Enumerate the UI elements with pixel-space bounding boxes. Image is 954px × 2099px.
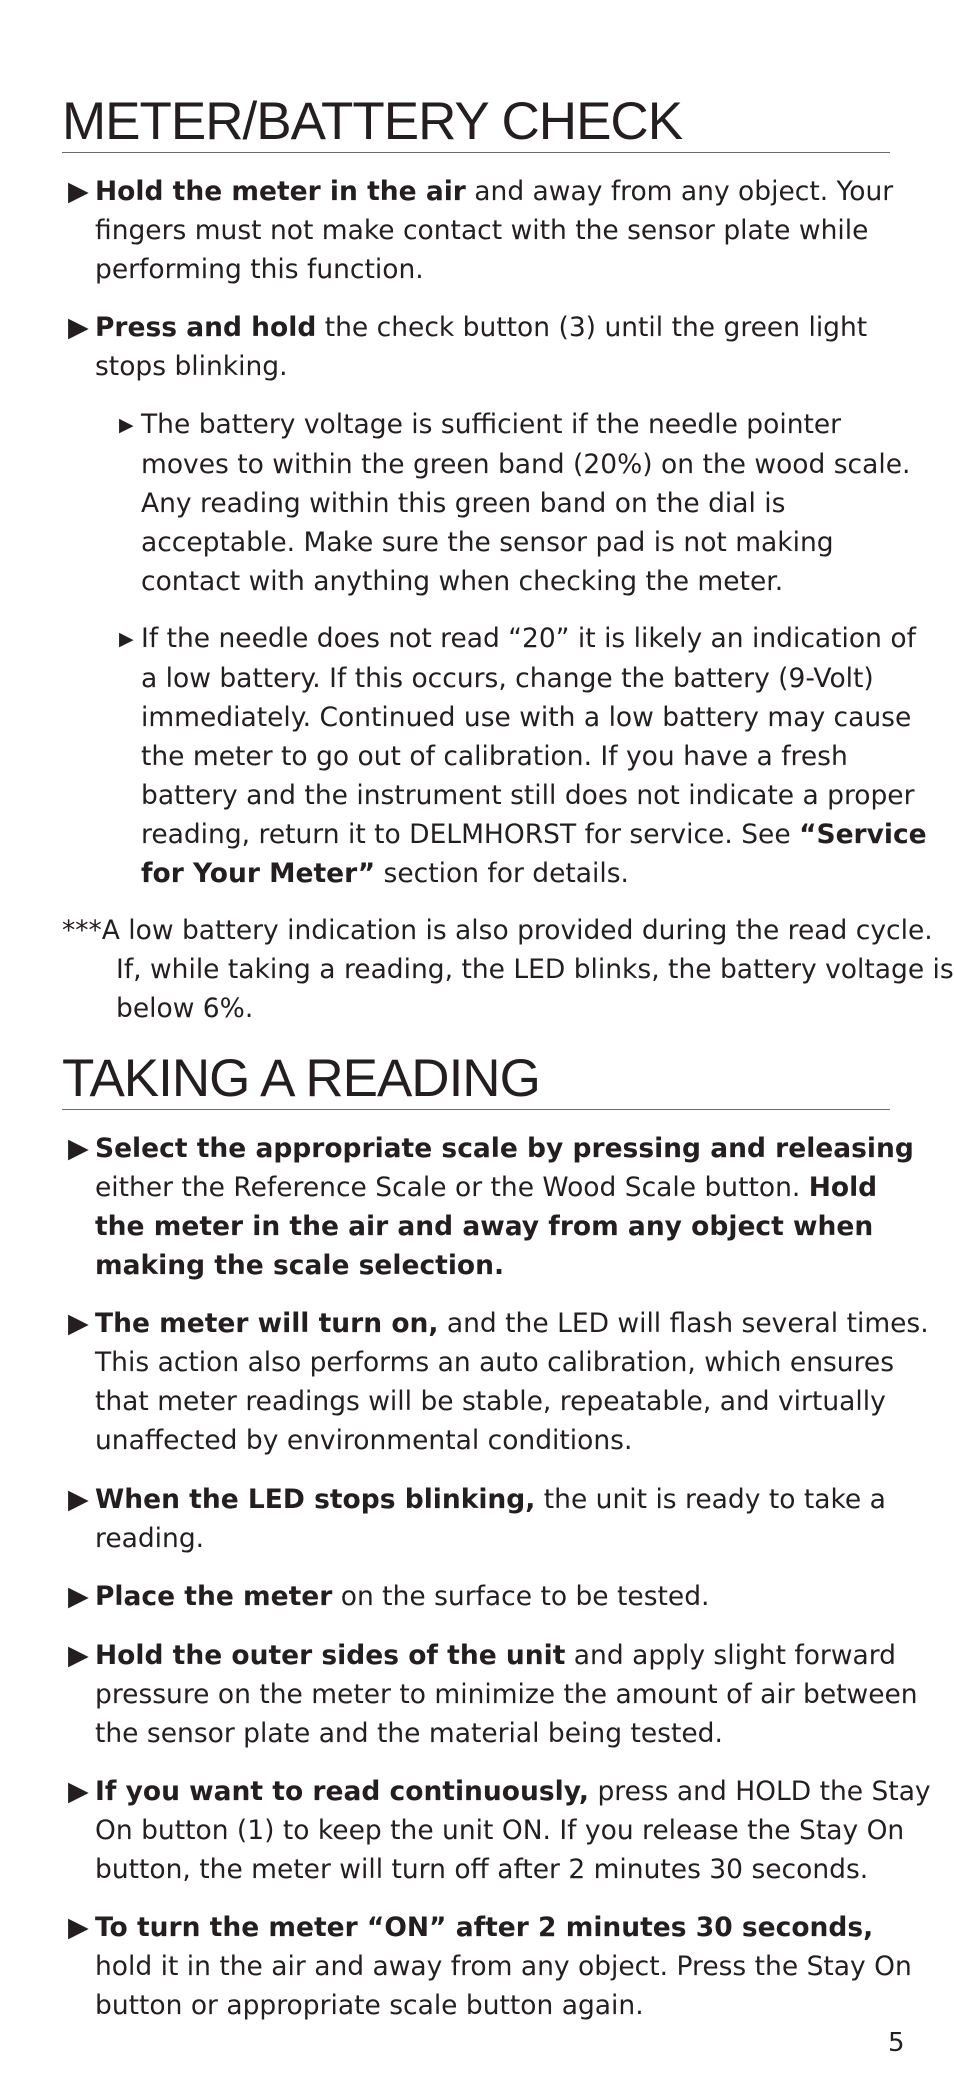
low-battery-note: ***A low battery indication is also provided during the read cycle. If, while taking a reading, the LED blinks, the battery voltage is below 6%. [62, 915, 954, 1024]
instruction-select-scale: ▶ Select the appropriate scale by pressing and releasing either the Reference Scale or the Wood Scale button. Hold the meter in the air and away from any object when making the scale selection. [68, 1129, 935, 1285]
triangle-bullet-icon: ▶ [68, 1133, 89, 1164]
section-title-meter-battery-check: METER/BATTERY CHECK [62, 93, 890, 153]
section-title-taking-a-reading: TAKING A READING [62, 1050, 890, 1110]
triangle-bullet-icon: ▶ [68, 1912, 89, 1943]
triangle-bullet-icon: ▶ [68, 1308, 89, 1339]
instruction-hold-outer-sides: ▶ Hold the outer sides of the unit and apply slight forward pressure on the meter to minimize the amount of air between the sensor plate and the material being tested. [68, 1636, 935, 1753]
instruction-turn-meter-on: ▶ To turn the meter “ON” after 2 minutes 30 seconds, hold it in the air and away from any object. Press the Stay On button or appropriate scale button again. [68, 1908, 935, 2025]
instruction-place-meter: ▶ Place the meter on the surface to be tested. [68, 1577, 935, 1616]
instruction-press-hold: ▶ Press and hold the check button (3) until the green light stops blinking. [68, 308, 935, 386]
page-number: 5 [888, 2028, 905, 2058]
small-triangle-bullet-icon: ▶ [119, 628, 134, 650]
sub-instruction-battery-sufficient: ▶ The battery voltage is sufficient if the needle pointer moves to within the green band (20%) on the wood scale. Any reading within this green band on the dial is acceptable. Make sure the sensor pad is not making contact with anything when checking the meter. [119, 405, 931, 601]
instruction-read-continuously: ▶ If you want to read continuously, press and HOLD the Stay On button (1) to keep the unit ON. If you release the Stay On button, the meter will turn off after 2 minutes 30 seconds. [68, 1772, 935, 1889]
triangle-bullet-icon: ▶ [68, 1581, 89, 1612]
triangle-bullet-icon: ▶ [68, 1776, 89, 1807]
triangle-bullet-icon: ▶ [68, 1484, 89, 1515]
instruction-led-stops-blinking: ▶ When the LED stops blinking, the unit is ready to take a reading. [68, 1480, 935, 1558]
triangle-bullet-icon: ▶ [68, 176, 89, 207]
small-triangle-bullet-icon: ▶ [119, 414, 134, 436]
triangle-bullet-icon: ▶ [68, 312, 89, 343]
instruction-meter-turn-on: ▶ The meter will turn on, and the LED will flash several times. This action also performs an auto calibration, which ensures that meter readings will be stable, repeatable, and virtually unaffected by environmental conditions. [68, 1304, 935, 1460]
sub-instruction-low-battery: ▶ If the needle does not read “20” it is likely an indication of a low battery. If this occurs, change the battery (9-Volt) immediately. Continued use with a low battery may cause the meter to go out of calibration. If you have a fresh battery and the instrument still does not indicate a proper reading, return it to DELMHORST for service. See “Service for Your Meter” section for details. [119, 619, 931, 893]
triangle-bullet-icon: ▶ [68, 1640, 89, 1671]
instruction-hold-meter: ▶ Hold the meter in the air and away from any object. Your fingers must not make contact with the sensor plate while performing this function. [68, 172, 935, 289]
